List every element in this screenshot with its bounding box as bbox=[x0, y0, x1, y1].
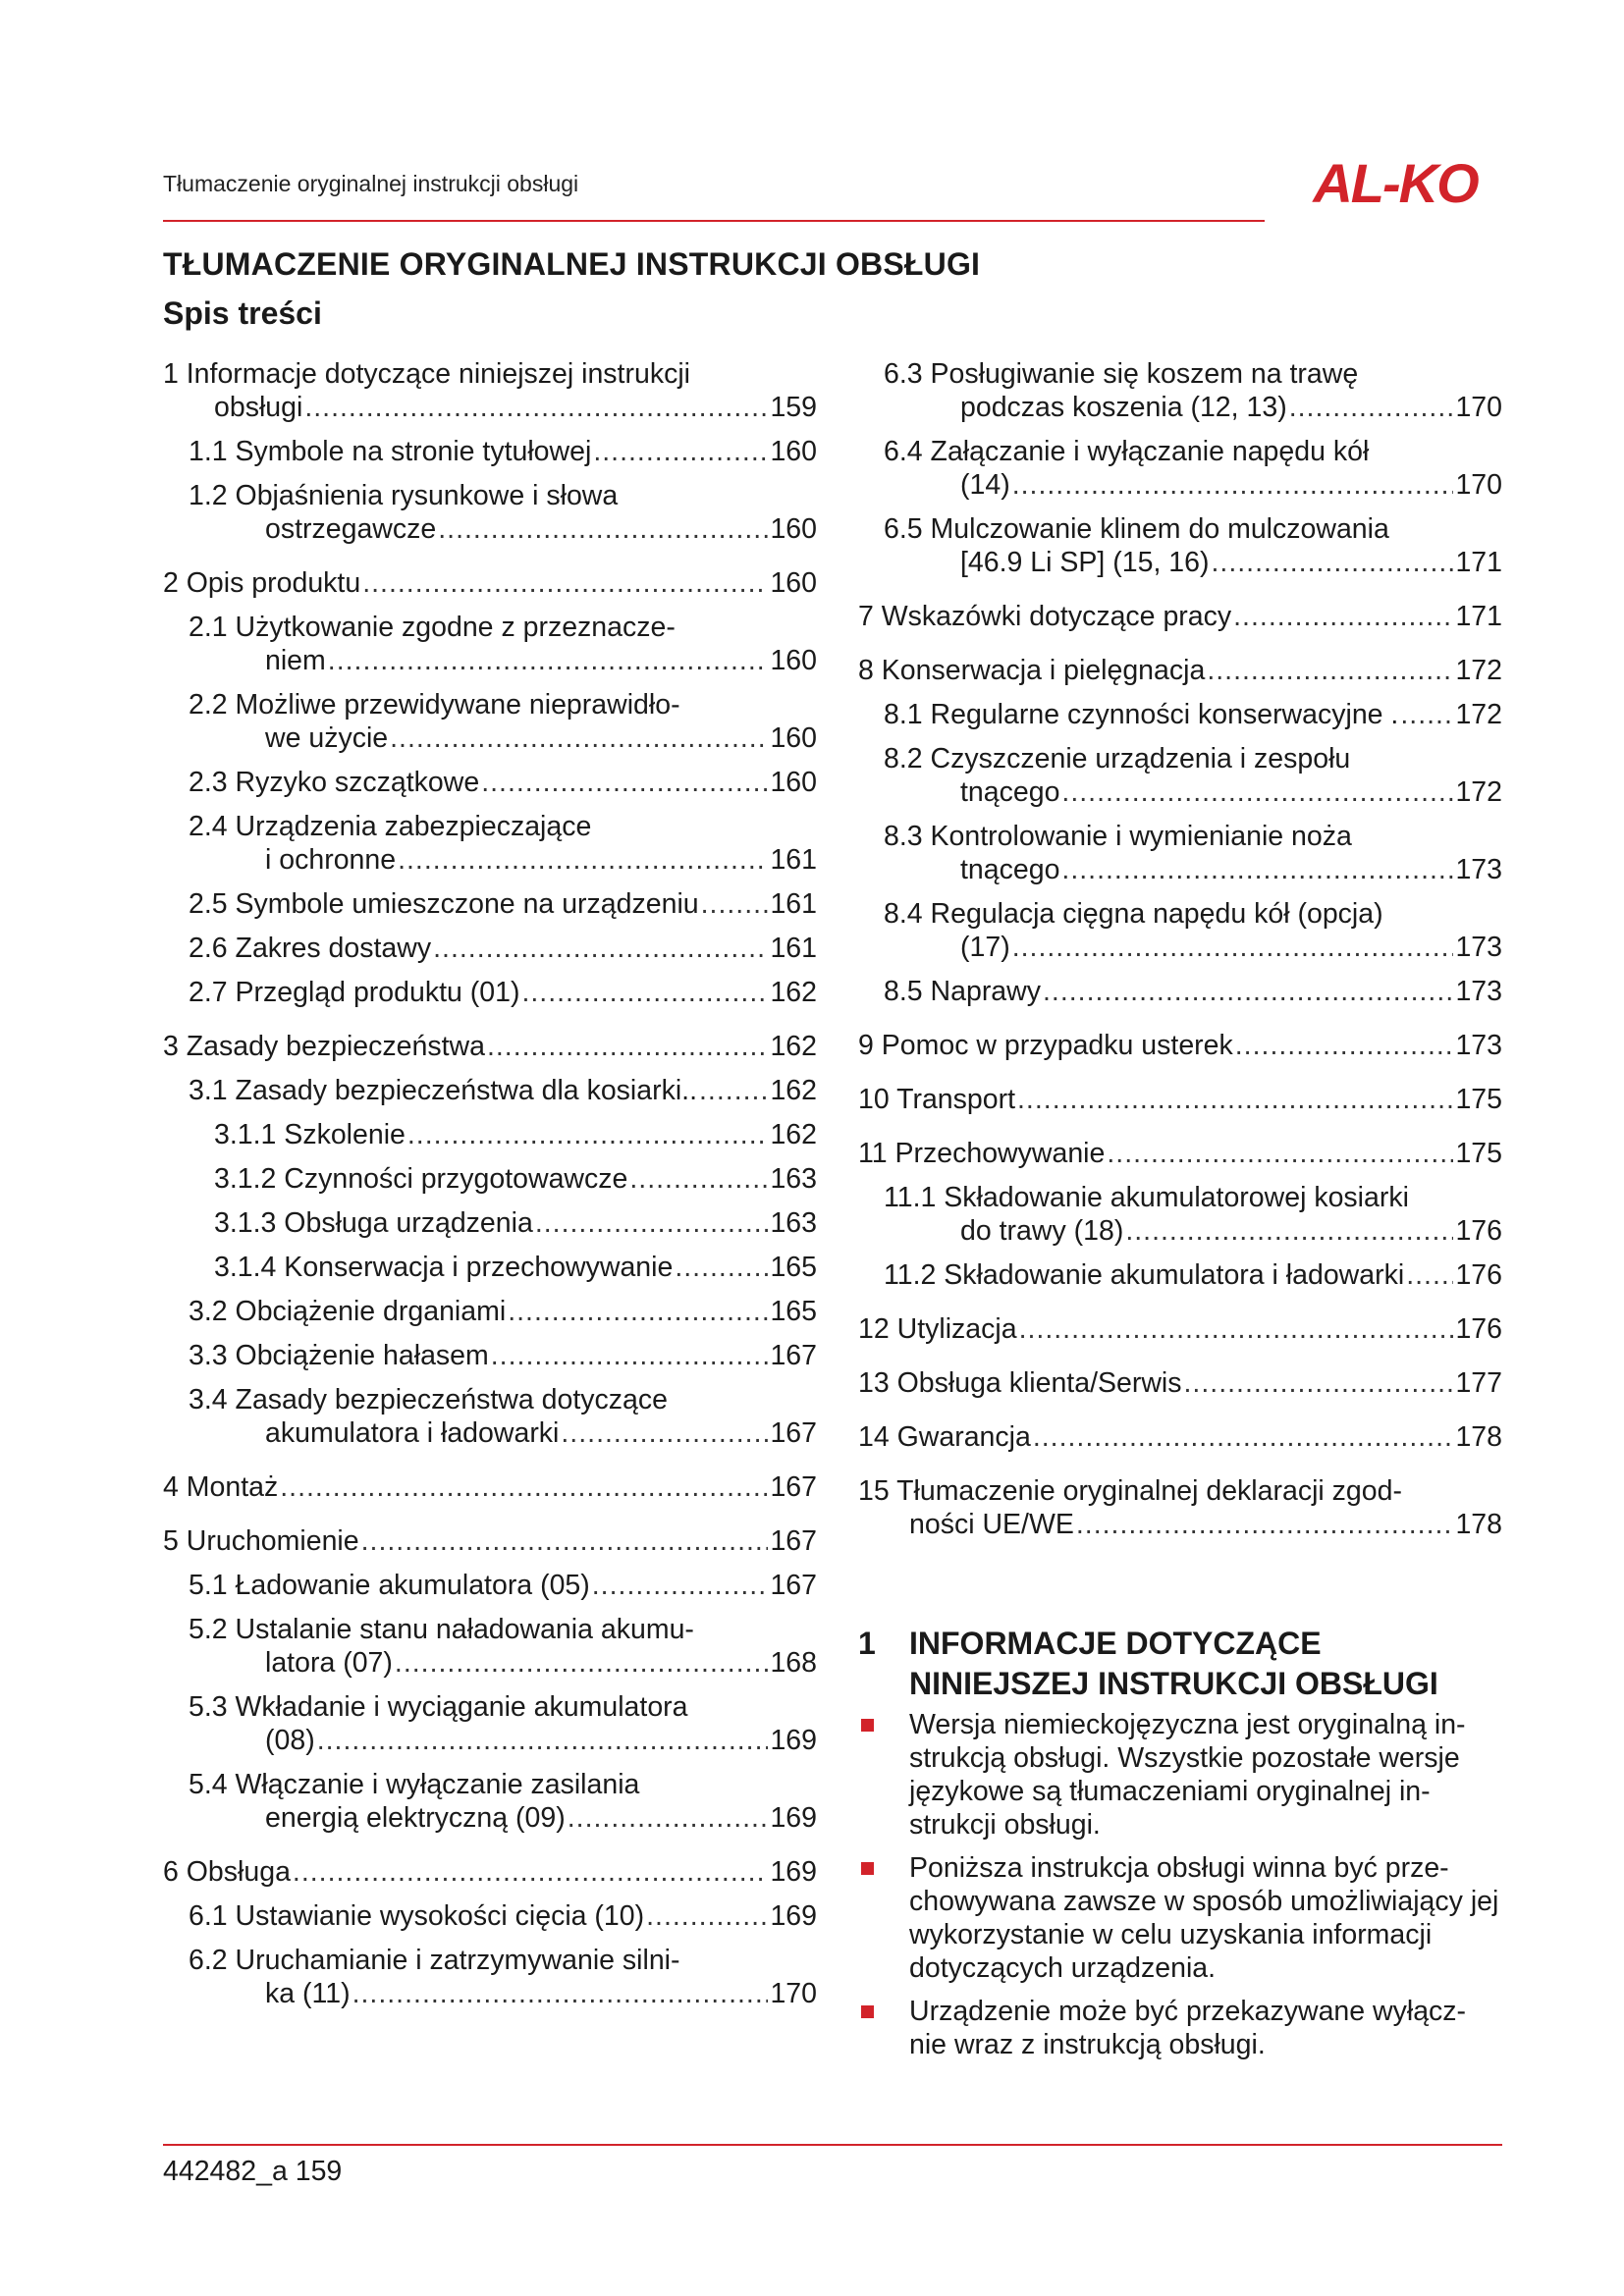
toc-entry-text: 2.3 Ryzyko szczątkowe bbox=[189, 767, 480, 798]
bullet-text: Urządzenie może być przekazywane wyłącz-nie wraz z instrukcją obsługi. bbox=[909, 1996, 1467, 2060]
toc-entry-row bbox=[884, 546, 1502, 579]
toc-page-number: 169 bbox=[770, 1856, 817, 1888]
bullet-item bbox=[858, 1995, 1502, 2061]
toc-page-number: 178 bbox=[1455, 1509, 1502, 1540]
toc-entry-text: 4 Montaż bbox=[163, 1471, 279, 1503]
toc-entry[interactable] bbox=[858, 357, 1502, 424]
toc-entry[interactable] bbox=[163, 1569, 817, 1602]
toc-leader-dots bbox=[293, 1855, 769, 1889]
toc-leader-dots bbox=[433, 932, 768, 965]
toc-entry-text: 2.4 Urządzenia zabezpieczające bbox=[189, 811, 592, 842]
toc-entry-text: obsługi bbox=[214, 392, 303, 423]
toc-entry[interactable] bbox=[163, 1206, 817, 1240]
toc-entry-row bbox=[858, 600, 1502, 633]
toc-entry-row bbox=[189, 644, 817, 677]
toc-entry-text: 3.4 Zasady bezpieczeństwa dotyczące bbox=[189, 1384, 668, 1415]
toc-entry-row bbox=[189, 721, 817, 755]
toc-entry[interactable] bbox=[163, 1030, 817, 1063]
toc-entry-text: tnącego bbox=[960, 776, 1060, 808]
toc-entry[interactable] bbox=[858, 1029, 1502, 1062]
toc-entry-text: 5.2 Ustalanie stanu naładowania akumu- bbox=[189, 1614, 694, 1645]
bullet-text: Poniższa instrukcja obsługi winna być prze-chowywana zawsze w sposób umożliwiający jej wykorzystanie w celu uzyskania informacji dotyczących urządzenia. bbox=[909, 1852, 1499, 1984]
logo-text: AL-KO bbox=[1313, 153, 1478, 212]
toc-leader-dots bbox=[317, 1724, 769, 1757]
toc-entry-row bbox=[214, 1118, 817, 1151]
toc-page-number: 170 bbox=[1455, 392, 1502, 423]
toc-leader-dots bbox=[561, 1416, 768, 1450]
toc-entry-row bbox=[163, 1855, 817, 1889]
toc-entry-text: ostrzegawcze bbox=[265, 513, 437, 545]
toc-leader-dots bbox=[592, 1569, 769, 1602]
toc-entry-row bbox=[214, 1251, 817, 1284]
toc-entry-text: 5 Uruchomienie bbox=[163, 1525, 359, 1557]
toc-page-number: 160 bbox=[770, 513, 817, 545]
page-footer: 442482_a 159 bbox=[163, 2156, 343, 2187]
toc-page-number: 175 bbox=[1455, 1138, 1502, 1169]
toc-leader-dots bbox=[675, 1251, 768, 1284]
toc-entry-text: (14) bbox=[960, 469, 1010, 501]
toc-leader-dots bbox=[352, 1977, 769, 2010]
toc-leader-dots bbox=[438, 512, 768, 546]
toc-entry-text: 12 Utylizacja bbox=[858, 1313, 1017, 1345]
toc-leader-dots bbox=[593, 435, 768, 468]
toc-entry[interactable] bbox=[163, 1690, 817, 1757]
toc-leader-dots bbox=[1043, 975, 1453, 1008]
toc-entry-row bbox=[858, 1137, 1502, 1170]
toc-entry-row bbox=[163, 1524, 817, 1558]
toc-entry-row bbox=[214, 1206, 817, 1240]
toc-entry-text: tnącego bbox=[960, 854, 1060, 885]
toc-leader-dots bbox=[361, 1524, 769, 1558]
toc-page-number: 173 bbox=[1455, 976, 1502, 1007]
toc-page-number: 172 bbox=[1455, 699, 1502, 730]
toc-leader-dots bbox=[328, 644, 769, 677]
section-1-bullet-list bbox=[858, 1708, 1502, 2071]
toc-page-number: 160 bbox=[770, 436, 817, 467]
section-title-line2: NINIEJSZEJ INSTRUKCJI OBSŁUGI bbox=[909, 1666, 1438, 1701]
toc-leader-dots bbox=[395, 1646, 769, 1680]
toc-entry[interactable] bbox=[858, 1312, 1502, 1346]
toc-entry-row bbox=[189, 435, 817, 468]
toc-page-number: 176 bbox=[1455, 1313, 1502, 1345]
toc-leader-dots bbox=[508, 1295, 768, 1328]
footer-divider bbox=[163, 2144, 1502, 2146]
toc-entry[interactable] bbox=[163, 1470, 817, 1504]
toc-entry-text: 2.5 Symbole umieszczone na urządzeniu bbox=[189, 888, 699, 920]
toc-entry-text: 6.2 Uruchamianie i zatrzymywanie silni- bbox=[189, 1945, 680, 1976]
toc-entry-row bbox=[163, 1030, 817, 1063]
toc-page-number: 161 bbox=[770, 844, 817, 876]
toc-page-number: 165 bbox=[770, 1252, 817, 1283]
toc-entry[interactable] bbox=[858, 975, 1502, 1008]
toc-entry-row bbox=[858, 1083, 1502, 1116]
running-header: Tłumaczenie oryginalnej instrukcji obsługi bbox=[163, 171, 579, 196]
toc-page-number: 167 bbox=[770, 1570, 817, 1601]
toc-entry-text: 3.1 Zasady bezpieczeństwa dla kosiarki.. bbox=[189, 1075, 698, 1106]
toc-page-number: 177 bbox=[1455, 1367, 1502, 1399]
bullet-square-icon bbox=[861, 1719, 874, 1732]
toc-entry-row bbox=[858, 1312, 1502, 1346]
bullet-item bbox=[858, 1708, 1502, 1842]
section-1-heading bbox=[858, 1624, 1506, 1704]
toc-entry[interactable] bbox=[858, 1420, 1502, 1454]
toc-entry-text: 6.5 Mulczowanie klinem do mulczowania bbox=[884, 513, 1389, 545]
toc-leader-dots bbox=[1211, 546, 1453, 579]
toc-leader-dots bbox=[701, 887, 769, 921]
bullet-square-icon bbox=[861, 2005, 874, 2018]
toc-leader-dots bbox=[304, 391, 768, 424]
toc-page-number: 165 bbox=[770, 1296, 817, 1327]
toc-entry[interactable] bbox=[858, 654, 1502, 687]
toc-entry[interactable] bbox=[163, 932, 817, 965]
toc-leader-dots bbox=[646, 1899, 768, 1933]
toc-entry-text: 8 Konserwacja i pielęgnacja bbox=[858, 655, 1206, 686]
toc-entry-row bbox=[884, 975, 1502, 1008]
toc-leader-dots bbox=[1019, 1312, 1454, 1346]
toc-entry-text: 13 Obsługa klienta/Serwis bbox=[858, 1367, 1182, 1399]
toc-entry-text: 11.1 Składowanie akumulatorowej kosiarki bbox=[884, 1182, 1409, 1213]
toc-entry-row bbox=[214, 1162, 817, 1196]
toc-entry[interactable] bbox=[858, 1137, 1502, 1170]
toc-entry-row bbox=[189, 1569, 817, 1602]
toc-entry-row bbox=[858, 1029, 1502, 1062]
toc-entry-text: 8.5 Naprawy bbox=[884, 976, 1041, 1007]
toc-entry-text: 6.1 Ustawianie wysokości cięcia (10) bbox=[189, 1900, 645, 1932]
toc-page-number: 162 bbox=[770, 1031, 817, 1062]
toc-entry-text: 2.2 Możliwe przewidywane nieprawidło- bbox=[189, 689, 680, 721]
toc-entry[interactable] bbox=[858, 600, 1502, 633]
toc-leader-dots bbox=[699, 1074, 768, 1107]
toc-entry-row bbox=[858, 1420, 1502, 1454]
toc-entry[interactable] bbox=[858, 698, 1502, 731]
toc-leader-dots bbox=[1012, 931, 1454, 964]
toc-leader-dots bbox=[481, 766, 768, 799]
bullet-square-icon bbox=[861, 1862, 874, 1875]
toc-leader-dots bbox=[1406, 1258, 1453, 1292]
toc-leader-dots bbox=[521, 976, 768, 1009]
toc-entry-row bbox=[858, 1366, 1502, 1400]
toc-page-number: 167 bbox=[770, 1471, 817, 1503]
toc-leader-dots bbox=[1061, 775, 1453, 809]
toc-entry-text: [46.9 Li SP] (15, 16) bbox=[960, 547, 1210, 578]
toc-entry[interactable] bbox=[163, 1768, 817, 1835]
toc-entry[interactable] bbox=[163, 810, 817, 877]
toc-entry[interactable] bbox=[858, 1474, 1502, 1541]
toc-entry[interactable] bbox=[163, 1855, 817, 1889]
al-ko-logo-graphic bbox=[1288, 153, 1502, 212]
toc-entry[interactable] bbox=[163, 1944, 817, 2010]
toc-entry-text: 9 Pomoc w przypadku usterek bbox=[858, 1030, 1233, 1061]
toc-page-number: 167 bbox=[770, 1340, 817, 1371]
toc-page-number: 169 bbox=[770, 1725, 817, 1756]
toc-entry-text: (08) bbox=[265, 1725, 315, 1756]
toc-entry-text: 2.6 Zakres dostawy bbox=[189, 933, 432, 964]
toc-entry-text: ności UE/WE bbox=[909, 1509, 1074, 1540]
toc-entry-row bbox=[163, 1470, 817, 1504]
toc-page-number: 170 bbox=[770, 1978, 817, 2009]
toc-page-number: 160 bbox=[770, 645, 817, 676]
toc-page-number: 163 bbox=[770, 1207, 817, 1239]
toc-entry-row bbox=[884, 853, 1502, 886]
toc-entry-text: 3.3 Obciążenie hałasem bbox=[189, 1340, 489, 1371]
toc-entry-text: 5.1 Ładowanie akumulatora (05) bbox=[189, 1570, 590, 1601]
toc-entry[interactable] bbox=[163, 566, 817, 600]
toc-entry-row bbox=[189, 1801, 817, 1835]
toc-leader-dots bbox=[1017, 1083, 1453, 1116]
toc-entry-text: energią elektryczną (09) bbox=[265, 1802, 566, 1834]
toc-page-number: 172 bbox=[1455, 776, 1502, 808]
toc-page-number: 170 bbox=[1455, 469, 1502, 501]
toc-leader-dots bbox=[362, 566, 768, 600]
toc-page-number: 172 bbox=[1455, 655, 1502, 686]
toc-entry-text: 11.2 Składowanie akumulatora i ładowarki bbox=[884, 1259, 1405, 1291]
toc-entry[interactable] bbox=[163, 1162, 817, 1196]
toc-page-number: 162 bbox=[770, 977, 817, 1008]
toc-column-left bbox=[163, 357, 817, 2010]
toc-entry[interactable] bbox=[858, 1366, 1502, 1400]
toc-entry-row bbox=[858, 1508, 1502, 1541]
toc-page-number: 167 bbox=[770, 1417, 817, 1449]
toc-entry[interactable] bbox=[163, 1613, 817, 1680]
toc-entry[interactable] bbox=[858, 820, 1502, 886]
toc-entry-row bbox=[163, 566, 817, 600]
toc-entry-row bbox=[189, 1416, 817, 1450]
toc-entry-text: (17) bbox=[960, 932, 1010, 963]
section-number: 1 bbox=[858, 1626, 876, 1661]
header-divider bbox=[163, 220, 1265, 222]
toc-page-number: 161 bbox=[770, 933, 817, 964]
toc-heading: Spis treści bbox=[163, 295, 322, 331]
toc-leader-dots bbox=[629, 1162, 768, 1196]
toc-entry-text: 3 Zasady bezpieczeństwa bbox=[163, 1031, 485, 1062]
document-title: TŁUMACZENIE ORYGINALNEJ INSTRUKCJI OBSŁUGI bbox=[163, 246, 981, 282]
toc-page-number: 178 bbox=[1455, 1421, 1502, 1453]
toc-entry[interactable] bbox=[163, 435, 817, 468]
toc-entry-text: 10 Transport bbox=[858, 1084, 1016, 1115]
toc-page-number: 176 bbox=[1455, 1215, 1502, 1247]
toc-entry-text: 3.1.3 Obsługa urządzenia bbox=[214, 1207, 533, 1239]
toc-entry-text: 2.7 Przegląd produktu (01) bbox=[189, 977, 520, 1008]
toc-entry-text: 5.3 Wkładanie i wyciąganie akumulatora bbox=[189, 1691, 688, 1723]
toc-entry-row bbox=[858, 654, 1502, 687]
toc-entry-text: 3.1.1 Szkolenie bbox=[214, 1119, 406, 1150]
toc-entry-row bbox=[189, 512, 817, 546]
toc-leader-dots bbox=[535, 1206, 769, 1240]
toc-entry-row bbox=[884, 698, 1502, 731]
toc-entry-row bbox=[189, 887, 817, 921]
toc-entry-row bbox=[189, 932, 817, 965]
toc-leader-dots bbox=[1184, 1366, 1454, 1400]
toc-leader-dots bbox=[1235, 1029, 1454, 1062]
toc-entry-text: 6 Obsługa bbox=[163, 1856, 291, 1888]
toc-entry-text: 3.1.2 Czynności przygotowawcze bbox=[214, 1163, 628, 1195]
toc-entry-row bbox=[884, 1258, 1502, 1292]
toc-entry[interactable] bbox=[858, 1258, 1502, 1292]
toc-entry-row bbox=[884, 1214, 1502, 1248]
toc-entry-text: 8.2 Czyszczenie urządzenia i zespołu bbox=[884, 743, 1351, 774]
toc-entry[interactable] bbox=[163, 1383, 817, 1450]
toc-leader-dots bbox=[280, 1470, 768, 1504]
toc-entry-text: 8.4 Regulacja cięgna napędu kół (opcja) bbox=[884, 898, 1383, 930]
toc-entry[interactable] bbox=[163, 1251, 817, 1284]
toc-entry[interactable] bbox=[163, 1339, 817, 1372]
bullet-item bbox=[858, 1851, 1502, 1985]
toc-entry[interactable] bbox=[858, 435, 1502, 502]
toc-entry[interactable] bbox=[163, 766, 817, 799]
toc-entry-row bbox=[189, 1899, 817, 1933]
toc-page-number: 171 bbox=[1455, 547, 1502, 578]
toc-leader-dots bbox=[1207, 654, 1453, 687]
toc-page-number: 173 bbox=[1455, 932, 1502, 963]
toc-entry-text: ka (11) bbox=[265, 1978, 351, 2009]
toc-leader-dots bbox=[390, 721, 768, 755]
toc-entry[interactable] bbox=[163, 611, 817, 677]
toc-leader-dots bbox=[398, 843, 768, 877]
toc-leader-dots bbox=[1233, 600, 1453, 633]
toc-entry-text: 1 Informacje dotyczące niniejszej instrukcji bbox=[163, 358, 690, 390]
toc-entry[interactable] bbox=[858, 512, 1502, 579]
toc-entry[interactable] bbox=[858, 1083, 1502, 1116]
toc-page-number: 161 bbox=[770, 888, 817, 920]
toc-entry-row bbox=[884, 931, 1502, 964]
toc-leader-dots bbox=[1400, 698, 1453, 731]
toc-entry-row bbox=[189, 1724, 817, 1757]
toc-page-number: 176 bbox=[1455, 1259, 1502, 1291]
al-ko-logo bbox=[1288, 153, 1502, 212]
toc-entry-text: we użycie bbox=[265, 722, 389, 754]
toc-leader-dots bbox=[1012, 468, 1454, 502]
toc-page-number: 168 bbox=[770, 1647, 817, 1679]
toc-entry[interactable] bbox=[163, 1074, 817, 1107]
toc-entry-row bbox=[189, 1339, 817, 1372]
toc-entry-row bbox=[189, 976, 817, 1009]
toc-entry-text: 8.3 Kontrolowanie i wymienianie noża bbox=[884, 821, 1352, 852]
section-title-line1: INFORMACJE DOTYCZĄCE bbox=[909, 1626, 1322, 1661]
toc-entry-row bbox=[189, 1074, 817, 1107]
toc-entry[interactable] bbox=[163, 1295, 817, 1328]
toc-entry[interactable] bbox=[163, 1899, 817, 1933]
toc-entry[interactable] bbox=[858, 1181, 1502, 1248]
toc-leader-dots bbox=[1033, 1420, 1454, 1454]
toc-page-number: 169 bbox=[770, 1802, 817, 1834]
toc-entry[interactable] bbox=[163, 688, 817, 755]
toc-page-number: 171 bbox=[1455, 601, 1502, 632]
toc-entry-row bbox=[189, 766, 817, 799]
toc-entry-row bbox=[884, 468, 1502, 502]
toc-leader-dots bbox=[1076, 1508, 1454, 1541]
toc-entry-text: 3.1.4 Konserwacja i przechowywanie bbox=[214, 1252, 674, 1283]
toc-entry-text: 2.1 Użytkowanie zgodne z przeznacze- bbox=[189, 612, 676, 643]
toc-page-number: 163 bbox=[770, 1163, 817, 1195]
toc-leader-dots bbox=[407, 1118, 769, 1151]
toc-entry-text: 6.3 Posługiwanie się koszem na trawę bbox=[884, 358, 1359, 390]
toc-entry-row bbox=[884, 775, 1502, 809]
toc-entry-text: do trawy (18) bbox=[960, 1215, 1124, 1247]
toc-entry-text: 14 Gwarancja bbox=[858, 1421, 1031, 1453]
toc-page-number: 173 bbox=[1455, 1030, 1502, 1061]
toc-page-number: 169 bbox=[770, 1900, 817, 1932]
toc-leader-dots bbox=[568, 1801, 769, 1835]
toc-page-number: 160 bbox=[770, 722, 817, 754]
toc-column-right bbox=[858, 357, 1502, 1541]
toc-entry-text: 5.4 Włączanie i wyłączanie zasilania bbox=[189, 1769, 640, 1800]
toc-entry-text: 8.1 Regularne czynności konserwacyjne . bbox=[884, 699, 1399, 730]
toc-entry-text: niem bbox=[265, 645, 326, 676]
toc-entry[interactable] bbox=[163, 1118, 817, 1151]
toc-entry-text: akumulatora i ładowarki bbox=[265, 1417, 560, 1449]
toc-entry[interactable] bbox=[858, 897, 1502, 964]
toc-entry-text: 1.2 Objaśnienia rysunkowe i słowa bbox=[189, 480, 619, 511]
toc-leader-dots bbox=[1061, 853, 1453, 886]
toc-entry-text: 3.2 Obciążenie drganiami bbox=[189, 1296, 507, 1327]
toc-entry-text: 7 Wskazówki dotyczące pracy bbox=[858, 601, 1232, 632]
toc-page-number: 167 bbox=[770, 1525, 817, 1557]
toc-entry-text: 2 Opis produktu bbox=[163, 567, 361, 599]
toc-leader-dots bbox=[1125, 1214, 1453, 1248]
toc-entry-text: 1.1 Symbole na stronie tytułowej bbox=[189, 436, 592, 467]
toc-leader-dots bbox=[491, 1339, 769, 1372]
toc-leader-dots bbox=[1107, 1137, 1453, 1170]
toc-entry-row bbox=[189, 1646, 817, 1680]
toc-page-number: 162 bbox=[770, 1119, 817, 1150]
toc-leader-dots bbox=[1289, 391, 1454, 424]
toc-entry[interactable] bbox=[163, 479, 817, 546]
toc-page-number: 173 bbox=[1455, 854, 1502, 885]
toc-entry-row bbox=[189, 1295, 817, 1328]
toc-entry[interactable] bbox=[163, 357, 817, 424]
toc-entry[interactable] bbox=[163, 976, 817, 1009]
toc-page-number: 175 bbox=[1455, 1084, 1502, 1115]
toc-leader-dots bbox=[487, 1030, 769, 1063]
toc-entry-text: 15 Tłumaczenie oryginalnej deklaracji zgod- bbox=[858, 1475, 1402, 1507]
toc-page-number: 162 bbox=[770, 1075, 817, 1106]
toc-entry-row bbox=[189, 843, 817, 877]
toc-page-number: 160 bbox=[770, 767, 817, 798]
toc-page-number: 160 bbox=[770, 567, 817, 599]
toc-entry-text: i ochronne bbox=[265, 844, 397, 876]
toc-entry-row bbox=[163, 391, 817, 424]
toc-entry-row bbox=[884, 391, 1502, 424]
toc-entry[interactable] bbox=[163, 1524, 817, 1558]
toc-entry-row bbox=[189, 1977, 817, 2010]
toc-entry[interactable] bbox=[858, 742, 1502, 809]
toc-entry-text: podczas koszenia (12, 13) bbox=[960, 392, 1287, 423]
bullet-text: Wersja niemieckojęzyczna jest oryginalną in-strukcją obsługi. Wszystkie pozostałe wersje językowe są tłumaczeniami oryginalnej in-strukcji obsługi. bbox=[909, 1709, 1466, 1841]
toc-entry[interactable] bbox=[163, 887, 817, 921]
toc-entry-text: latora (07) bbox=[265, 1647, 393, 1679]
toc-page-number: 159 bbox=[770, 392, 817, 423]
toc-entry-text: 6.4 Załączanie i wyłączanie napędu kół bbox=[884, 436, 1370, 467]
toc-entry-text: 11 Przechowywanie bbox=[858, 1138, 1106, 1169]
